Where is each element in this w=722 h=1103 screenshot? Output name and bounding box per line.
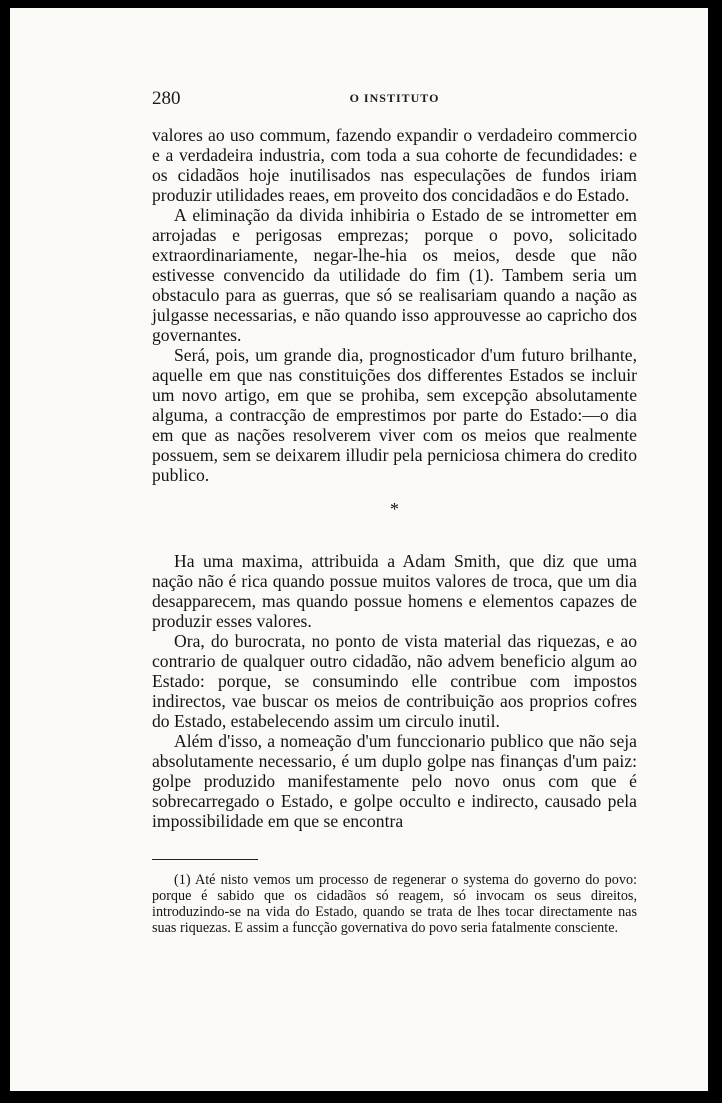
main-text — [152, 125, 637, 831]
running-title: O INSTITUTO — [349, 91, 440, 105]
paragraph: Será, pois, um grande dia, prognosticador d'um futuro brilhante, aquelle em que nas constituições dos differentes Estados se incluir um novo artigo, em que se prohiba, sem excepção absolutamente alguma, a contracção de emprestimos por parte do Estado:—o dia em que as nações resolverem viver com os meios que realmente possuem, sem se deixarem illudir pela perniciosa chimera do credito publico. — [152, 345, 637, 485]
running-header — [152, 88, 637, 110]
footnote: (1) Até nisto vemos um processo de regenerar o systema do governo do povo: porque é sabido que os cidadãos só reagem, só invocam os seus direitos, introduzindo-se na vida do Estado, quando se trata de lhes tocar directamente nas suas riquezas. E assim a funcção governativa do povo seria fatalmente consciente. — [152, 872, 637, 936]
footnote-rule — [152, 859, 258, 860]
section-separator: * — [390, 499, 399, 519]
paragraph: Ha uma maxima, attribuida a Adam Smith, que diz que uma nação não é rica quando possue muitos valores de troca, que um dia desapparecem, mas quando possue homens e elementos capazes de produzir esses valores. — [152, 551, 637, 631]
paragraph: Além d'isso, a nomeação d'um funccionario publico que não seja absolutamente necessario, é um duplo golpe nas finanças d'um paiz: golpe produzido manifestamente pelo novo onus com que é sobrecarregado o Estado, e golpe occulto e indirecto, causado pela impossibilidade em que se encontra — [152, 731, 637, 831]
page-number: 280 — [152, 88, 181, 109]
paragraph: valores ao uso commum, fazendo expandir o verdadeiro commercio e a verdadeira industria, com toda a sua cohorte de fecundidades: e os cidadãos hoje inutilisados nas especulações de fundos iriam produzir utilidades reaes, em proveito dos concidadãos e do Estado. — [152, 125, 637, 205]
book-page — [10, 8, 708, 1091]
paragraph: A eliminação da divida inhibiria o Estado de se intrometter em arrojadas e perigosas emprezas; porque o povo, solicitado extraordinariamente, negar-lhe-hia os meios, desde que não estivesse convencido da utilidade do fim (1). Tambem seria um obstaculo para as guerras, que só se realisariam quando a nação as julgasse necessarias, e não quando isso approuvesse ao capricho dos governantes. — [152, 205, 637, 345]
paragraph: Ora, do burocrata, no ponto de vista material das riquezas, e ao contrario de qualquer outro cidadão, não advem beneficio algum ao Estado: porque, se consumindo elle contribue com impostos indirectos, vae buscar os meios de contribuição aos proprios cofres do Estado, estabelecendo assim um circulo inutil. — [152, 631, 637, 731]
